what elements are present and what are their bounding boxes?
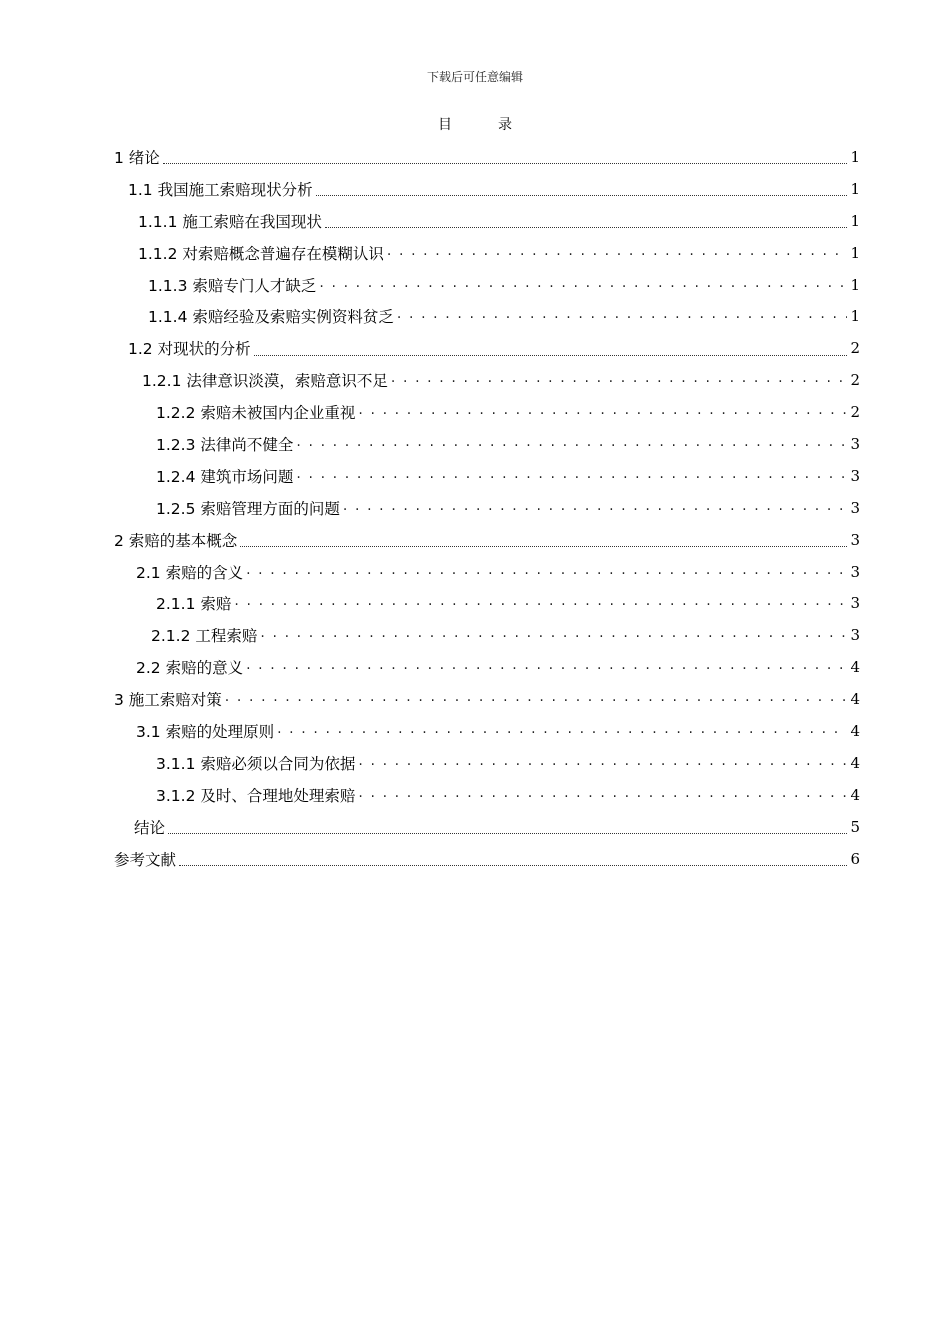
- toc-dot-leader: [246, 658, 847, 676]
- toc-entry-label: 1.1.4 索赔经验及索赔实例资料贫乏: [148, 308, 394, 327]
- toc-entry[interactable]: [114, 269, 860, 301]
- toc-dot-leader: [343, 499, 847, 517]
- toc-entry[interactable]: [114, 492, 860, 524]
- toc-entry-label: 1.1 我国施工索赔现状分析: [128, 180, 313, 199]
- toc-entry-page-number: 1: [850, 147, 860, 166]
- toc-entry-label: 1.2.2 索赔未被国内企业重视: [156, 404, 356, 423]
- toc-entry-label: 2 索赔的基本概念: [114, 531, 238, 550]
- toc-entry[interactable]: [114, 396, 860, 428]
- toc-entry-page-number: 3: [850, 498, 860, 517]
- toc-dot-leader: [358, 786, 847, 804]
- toc-entry-label: 参考文献: [114, 850, 177, 869]
- toc-title: [0, 114, 950, 134]
- toc-dot-leader: [277, 722, 847, 740]
- toc-entry-page-number: 1: [850, 211, 860, 230]
- toc-entry-label: 3.1 索赔的处理原则: [136, 722, 275, 741]
- toc-entry-page-number: 3: [850, 562, 860, 581]
- toc-dot-leader: [163, 145, 847, 164]
- toc-entry-page-number: 5: [850, 817, 860, 836]
- toc-dot-leader: [225, 690, 847, 708]
- toc-entry-label: 1.1.1 施工索赔在我国现状: [138, 212, 322, 231]
- toc-entry-page-number: 1: [850, 243, 860, 262]
- toc-entry-page-number: 6: [850, 849, 860, 868]
- toc-dot-leader: [254, 337, 847, 356]
- toc-entry[interactable]: [114, 205, 860, 237]
- toc-entry[interactable]: [114, 715, 860, 747]
- toc-entry-label: 1.2.5 索赔管理方面的问题: [156, 499, 340, 518]
- toc-dot-leader: [234, 594, 847, 612]
- toc-entry[interactable]: [114, 651, 860, 683]
- toc-dot-leader: [325, 209, 847, 228]
- toc-entry-label: 3.1.1 索赔必须以合同为依据: [156, 754, 356, 773]
- toc-entry[interactable]: [114, 811, 860, 843]
- toc-entry-label: 2.2 索赔的意义: [136, 659, 244, 678]
- toc-entry[interactable]: [114, 300, 860, 332]
- toc-entry-page-number: 3: [850, 434, 860, 453]
- toc-entry[interactable]: [114, 460, 860, 492]
- toc-entry-page-number: 1: [850, 179, 860, 198]
- toc-entry-page-number: 2: [850, 371, 860, 390]
- toc-entry-label: 1 绪论: [114, 148, 160, 167]
- toc-entry-page-number: 3: [850, 626, 860, 645]
- toc-entry-label: 1.2.1 法律意识淡漠，索赔意识不足: [142, 372, 388, 391]
- toc-entry-label: 3 施工索赔对策: [114, 691, 222, 710]
- toc-entry[interactable]: [114, 843, 860, 875]
- toc-entry-label: 1.1.2 对索赔概念普遍存在模糊认识: [138, 244, 384, 263]
- toc-dot-leader: [358, 754, 847, 772]
- toc-entry[interactable]: [114, 141, 860, 173]
- toc-entry[interactable]: [114, 747, 860, 779]
- toc-dot-leader: [391, 371, 847, 389]
- toc-entry-page-number: 1: [850, 275, 860, 294]
- toc-entry-label: 2.1.1 索赔: [156, 595, 232, 614]
- toc-entry-page-number: 2: [850, 403, 860, 422]
- toc-dot-leader: [296, 467, 847, 485]
- toc-dot-leader: [168, 815, 847, 834]
- toc-entry[interactable]: [114, 683, 860, 715]
- toc-entry-page-number: 3: [850, 594, 860, 613]
- toc-dot-leader: [260, 626, 847, 644]
- toc-title-left: 目: [438, 117, 452, 133]
- toc-entry-page-number: 1: [850, 307, 860, 326]
- toc-dot-leader: [397, 307, 847, 325]
- toc-entry-page-number: 4: [850, 721, 860, 740]
- toc-entry-label: 1.2.3 法律尚不健全: [156, 435, 294, 454]
- toc-entry[interactable]: [114, 556, 860, 588]
- toc-entry-page-number: 3: [850, 466, 860, 485]
- toc-entry[interactable]: [114, 524, 860, 556]
- toc-entry[interactable]: [114, 237, 860, 269]
- toc-entry-label: 3.1.2 及时、合理地处理索赔: [156, 786, 356, 805]
- toc-entry-page-number: 4: [850, 690, 860, 709]
- toc-dot-leader: [387, 244, 847, 262]
- toc-entry-label: 2.1.2 工程索赔: [151, 627, 258, 646]
- toc-entry-page-number: 4: [850, 785, 860, 804]
- toc-entry-label: 2.1 索赔的含义: [136, 563, 244, 582]
- toc-entry-label: 1.1.3 索赔专门人才缺乏: [148, 276, 317, 295]
- toc-dot-leader: [296, 435, 847, 453]
- toc-dot-leader: [316, 177, 847, 196]
- toc-dot-leader: [179, 847, 847, 866]
- header-note: 下载后可任意编辑: [426, 70, 523, 84]
- toc-entry[interactable]: [114, 332, 860, 364]
- toc-entry-label: 1.2.4 建筑市场问题: [156, 467, 294, 486]
- toc-entry-page-number: 4: [850, 658, 860, 677]
- toc-dot-leader: [240, 528, 847, 547]
- toc-entry-label: 结论: [134, 818, 166, 837]
- toc-entry[interactable]: [114, 587, 860, 619]
- toc-entry-page-number: 3: [850, 530, 860, 549]
- toc-entry-page-number: 4: [850, 753, 860, 772]
- toc-entry-label: 1.2 对现状的分析: [128, 340, 251, 359]
- toc-entry[interactable]: [114, 619, 860, 651]
- toc-title-right: 录: [498, 117, 512, 133]
- toc-entry[interactable]: [114, 779, 860, 811]
- toc-dot-leader: [358, 403, 847, 421]
- toc-dot-leader: [319, 276, 847, 294]
- toc-entry-page-number: 2: [850, 339, 860, 358]
- toc-dot-leader: [246, 563, 847, 581]
- toc-entry[interactable]: [114, 173, 860, 205]
- table-of-contents: [114, 141, 860, 874]
- toc-entry[interactable]: [114, 428, 860, 460]
- toc-entry[interactable]: [114, 364, 860, 396]
